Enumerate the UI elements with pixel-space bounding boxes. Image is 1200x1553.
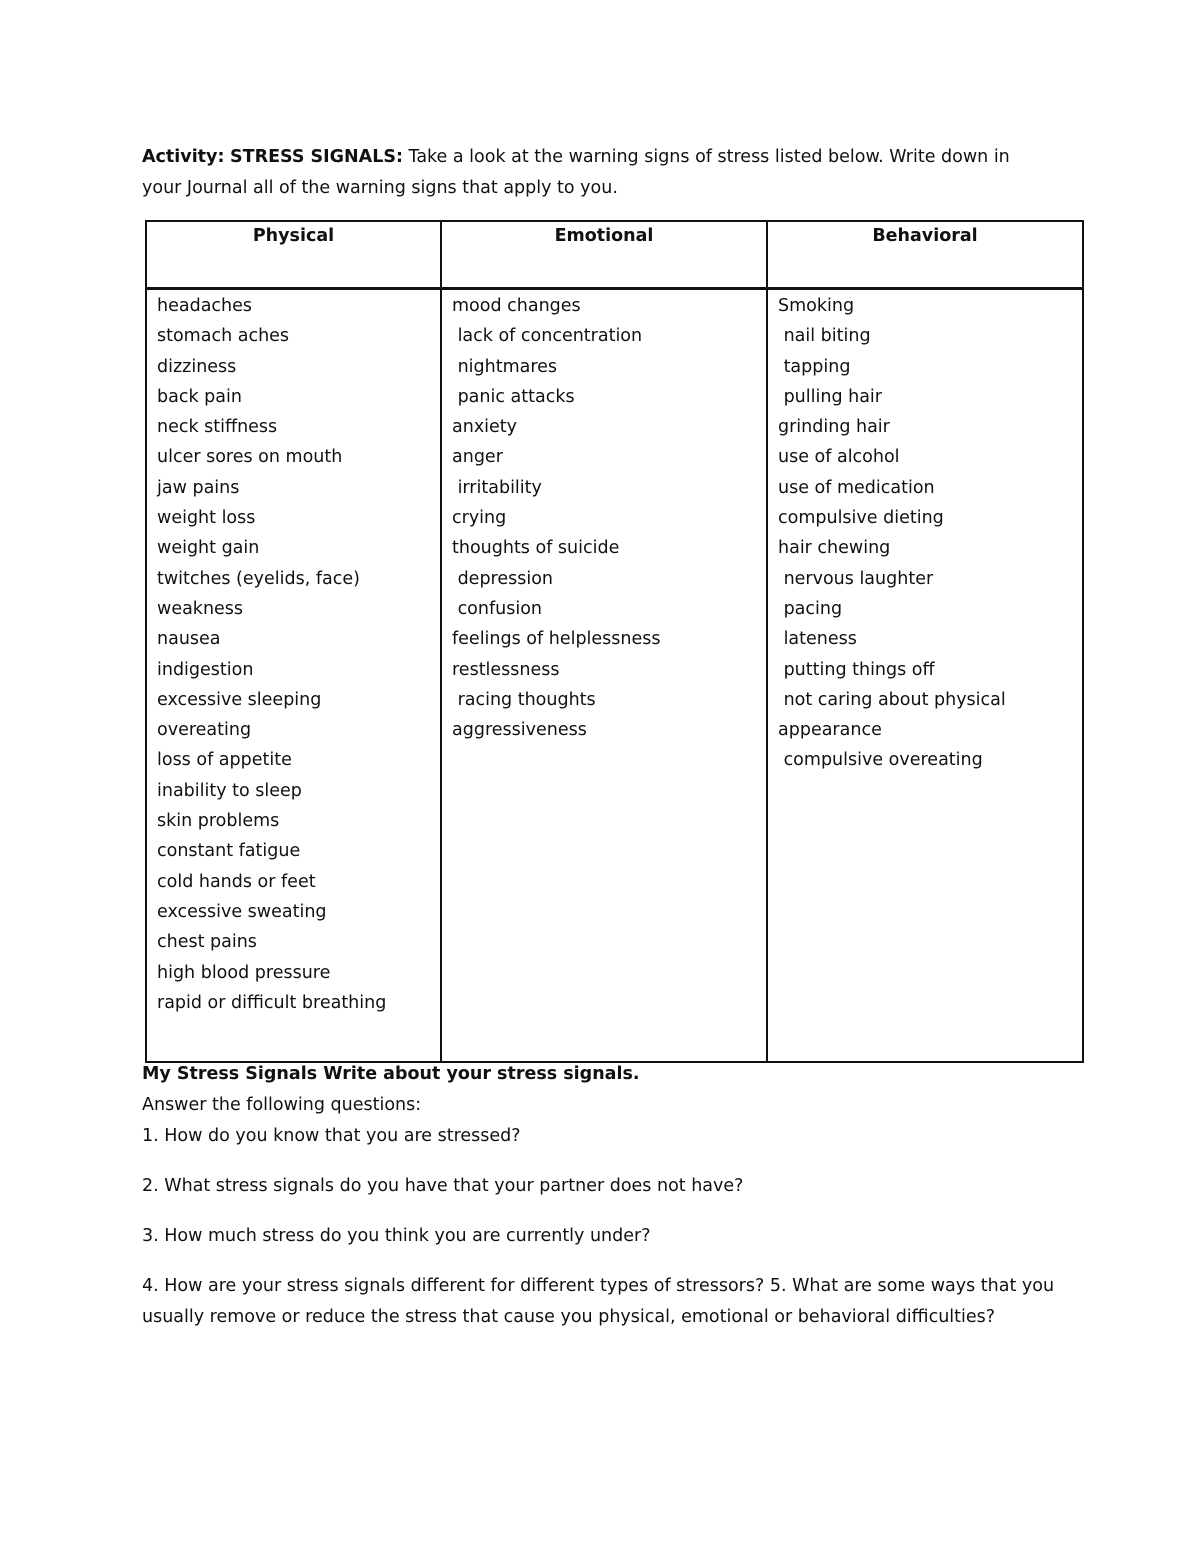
list-item: lateness: [778, 629, 857, 650]
list-item: ulcer sores on mouth: [157, 447, 343, 468]
emotional-list: [452, 291, 766, 745]
list-item: loss of appetite: [157, 750, 292, 771]
question-1: 1. How do you know that you are stressed?: [142, 1126, 521, 1146]
list-item: aggressiveness: [452, 720, 587, 741]
table-header-row: [146, 221, 1083, 289]
question-2: 2. What stress signals do you have that your partner does not have?: [142, 1176, 744, 1196]
list-item: use of medication: [778, 477, 935, 498]
list-item: weakness: [157, 598, 244, 619]
behavioral-list: [778, 291, 1082, 776]
list-item: irritability: [452, 477, 542, 498]
list-item: excessive sleeping: [157, 689, 322, 710]
list-item: use of alcohol: [778, 447, 900, 468]
list-item: high blood pressure: [157, 962, 331, 983]
list-item: twitches (eyelids, face): [157, 568, 360, 589]
list-item: overeating: [157, 720, 252, 741]
list-item: chest pains: [157, 932, 257, 953]
list-item: dizziness: [157, 356, 237, 377]
list-item: anxiety: [452, 417, 518, 438]
list-item: nausea: [157, 629, 221, 650]
table-body-row: [146, 289, 1083, 1063]
question-4-5: 4. How are your stress signals different for different types of stressors? 5. What are some ways that you usually remove or reduce the stress that cause you physical, emotional or behavioral difficulties?: [142, 1276, 1055, 1327]
list-item: compulsive overeating: [778, 750, 983, 771]
list-item: skin problems: [157, 811, 280, 832]
list-item: restlessness: [452, 659, 560, 680]
section-instruction: Answer the following questions:: [142, 1095, 422, 1115]
list-item: inability to sleep: [157, 780, 302, 801]
list-item: weight loss: [157, 508, 256, 529]
activity-instructions: Take a look at the warning signs of stress listed below. Write down in your Journal all of the warning signs that apply to you.: [142, 147, 1010, 198]
list-item: tapping: [778, 356, 851, 377]
list-item: depression: [452, 568, 554, 589]
activity-title: STRESS SIGNALS:: [230, 147, 403, 167]
behavioral-column: [767, 289, 1083, 1063]
list-item: Smoking: [778, 296, 855, 316]
list-item: racing thoughts: [452, 689, 596, 710]
list-item: rapid or difficult breathing: [157, 992, 387, 1013]
emotional-column: [441, 289, 767, 1063]
list-item: excessive sweating: [157, 901, 327, 922]
list-item: pulling hair: [778, 386, 882, 407]
list-item: headaches: [157, 296, 253, 316]
question-3: 3. How much stress do you think you are currently under?: [142, 1226, 651, 1246]
list-item: stomach aches: [157, 326, 290, 347]
list-item: weight gain: [157, 538, 260, 559]
activity-intro: [142, 142, 1042, 204]
list-item: anger: [452, 447, 503, 468]
list-item: feelings of helplessness: [452, 629, 661, 650]
list-item: constant fatigue: [157, 841, 301, 862]
list-item: cold hands or feet: [157, 871, 316, 892]
list-item: lack of concentration: [452, 326, 643, 347]
list-item: indigestion: [157, 659, 254, 680]
list-item: mood changes: [452, 296, 581, 316]
activity-label: Activity:: [142, 147, 225, 167]
physical-list: [157, 291, 440, 1018]
physical-column: [146, 289, 441, 1063]
questions-section: [142, 1059, 1082, 1333]
header-physical: Physical: [146, 221, 441, 289]
list-item: nail biting: [778, 326, 871, 347]
list-item: grinding hair: [778, 417, 890, 438]
list-item: thoughts of suicide: [452, 538, 620, 559]
list-item: putting things off: [778, 659, 935, 680]
header-behavioral: Behavioral: [767, 221, 1083, 289]
list-item: jaw pains: [157, 477, 240, 498]
list-item: compulsive dieting: [778, 508, 944, 529]
list-item: hair chewing: [778, 538, 891, 559]
list-item: back pain: [157, 386, 242, 407]
list-item: nervous laughter: [778, 568, 934, 589]
list-item: confusion: [452, 598, 543, 619]
list-item: appearance: [778, 720, 882, 741]
stress-signals-table: [145, 220, 1084, 1063]
list-item: pacing: [778, 598, 843, 619]
list-item: crying: [452, 508, 507, 529]
header-emotional: Emotional: [441, 221, 767, 289]
list-item: panic attacks: [452, 386, 575, 407]
list-item: neck stiffness: [157, 417, 278, 438]
list-item: nightmares: [452, 356, 558, 377]
list-item: not caring about physical: [778, 689, 1006, 710]
section-heading: My Stress Signals Write about your stress signals.: [142, 1064, 640, 1084]
